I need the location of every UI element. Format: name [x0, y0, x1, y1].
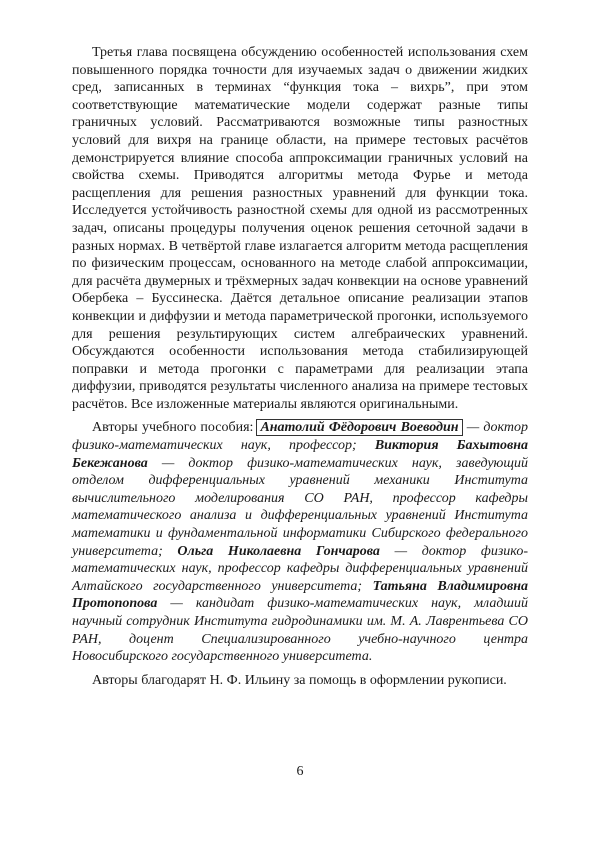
- author-desc-3: — доктор физико-математических наук, профессор кафедры дифференциальных уравнений Алтайского государственного университета;: [72, 543, 528, 594]
- authors-intro: Авторы учебного пособия:: [92, 420, 254, 436]
- author-desc-1: — доктор физико-математических наук, профессор;: [72, 420, 528, 454]
- author-name-1: Анатолий Фёдорович Воеводин: [256, 419, 462, 436]
- author-desc-4: — кандидат физико-математических наук, младший научный сотрудник Института гидродинамики им. М. А. Лаврентьева СО РАН, доцент Специализированного учебно-научного центра Новосибирского государственного университета.: [72, 596, 528, 665]
- author-name-2: Виктория Бахытовна Бекежанова: [72, 438, 529, 471]
- author-desc-2: — доктор физико-математических наук, заведующий отделом дифференциальных уравнений механики Института вычислительного моделирования СО РАН, профессор кафедры математического анализа и дифференциальных уравнений Института математики и фундаментальной информатики Сибирского федерального университета;: [72, 455, 528, 559]
- author-name-3: Ольга Николаевна Гончарова: [177, 543, 380, 559]
- page-number: 6: [296, 764, 304, 779]
- paragraph-chapter-overview: Третья глава посвящена обсуждению особенностей использования схем повышенного порядка точности для изучаемых задач о движении жидких сред, записанных в терминах “функция тока – вихрь”, при этом соответствующие математические модели содержат разные типы граничных условий. Рассматриваются возможные типы разностных условий для вихря на границе области, на примере тестовых расчётов демонстрируется влияние способа аппроксимации граничных условий на свойства схемы. Приводятся алгоритмы метода Фурье и метода расщепления для решения разностных уравнений для функции тока. Исследуется устойчивость разностной схемы для одной из рассмотренных задач, описаны процедуры получения оценок решения сеточной задачи в разных нормах. В четвёртой главе излагается алгоритм метода расщепления по физическим процессам, основанного на методе слабой аппроксимации, для расчёта двумерных и трёхмерных задач конвекции на основе уравнений Обербека – Буссинеска. Даётся детальное описание реализации этапов конвекции и диффузии и метода параметрической прогонки, используемого для решения результирующих систем алгебраических уравнений. Обсуждаются особенности использования метода стабилизирующей поправки и метода прогонки с параметрами для реализации этапа диффузии, приводятся результаты численного анализа на примере тестовых расчётов. Все изложенные материалы являются оригинальными.: [72, 45, 528, 412]
- body-text: [72, 44, 528, 689]
- paragraph-acknowledgement: Авторы благодарят Н. Ф. Ильину за помощь в оформлении рукописи.: [92, 672, 507, 688]
- paragraph-authors: [72, 419, 528, 665]
- author-name-4: Татьяна Владимировна Протопопова: [72, 578, 528, 612]
